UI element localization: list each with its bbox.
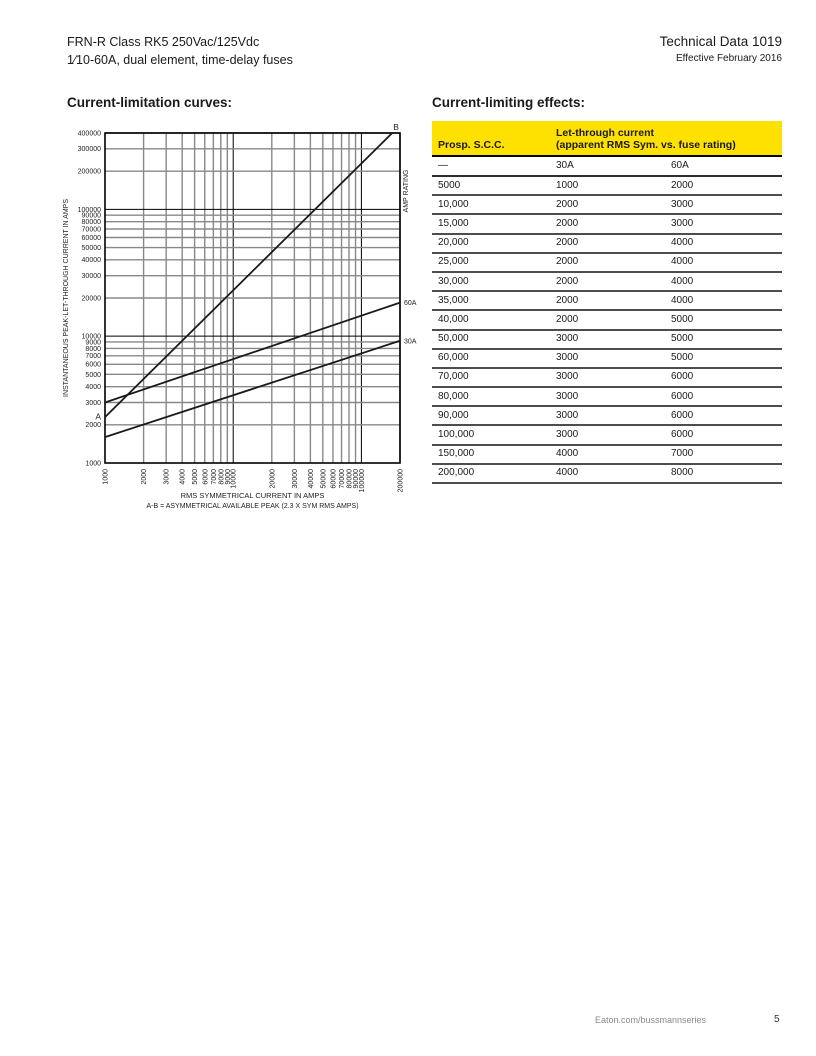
table-cell: 6000 bbox=[671, 409, 694, 421]
table-row bbox=[432, 176, 782, 195]
table-cell: 40,000 bbox=[438, 313, 469, 325]
table-cell: 3000 bbox=[556, 390, 579, 402]
current-limiting-effects-table bbox=[432, 121, 782, 484]
table-cell: 2000 bbox=[556, 313, 579, 325]
subheader-60a: 60A bbox=[665, 156, 782, 176]
column-header-let-through bbox=[550, 121, 782, 156]
x-tick-label: 3000 bbox=[163, 469, 171, 485]
doc-effective-date: Effective February 2016 bbox=[676, 53, 782, 64]
table-row bbox=[432, 234, 782, 253]
x-tick-label: 50000 bbox=[320, 469, 328, 489]
table-cell: 7000 bbox=[671, 448, 694, 460]
table-cell: 3000 bbox=[671, 217, 694, 229]
table-cell: 15,000 bbox=[438, 217, 469, 229]
table-row bbox=[432, 195, 782, 214]
y-tick-label: 400000 bbox=[77, 130, 101, 138]
let-through-header-line1: Let-through current bbox=[556, 127, 654, 139]
table-cell: 3000 bbox=[671, 198, 694, 210]
table-cell: 3000 bbox=[556, 371, 579, 383]
chart-footnote: A-B = ASYMMETRICAL AVAILABLE PEAK (2.3 X SYM RMS AMPS) bbox=[146, 503, 359, 510]
table-cell: 25,000 bbox=[438, 256, 469, 268]
table-cell: 20,000 bbox=[438, 237, 469, 249]
y-tick-label: 100000 bbox=[77, 206, 101, 214]
table-cell: 2000 bbox=[556, 256, 579, 268]
product-title-line2: 1⁄10-60A, dual element, time-delay fuses bbox=[67, 53, 293, 67]
table-header-row bbox=[432, 121, 782, 156]
y-tick-label: 8000 bbox=[85, 345, 101, 353]
table-row bbox=[432, 368, 782, 387]
table-cell: 2000 bbox=[671, 179, 694, 191]
table-cell: 150,000 bbox=[438, 448, 475, 460]
table-cell: 6000 bbox=[671, 429, 694, 441]
table-cell: 60,000 bbox=[438, 352, 469, 364]
table-cell: 5000 bbox=[438, 179, 461, 191]
y-tick-label: 200000 bbox=[77, 168, 101, 176]
y-tick-label: 9000 bbox=[85, 339, 101, 347]
table-cell: 2000 bbox=[556, 294, 579, 306]
table-cell: 2000 bbox=[556, 237, 579, 249]
x-tick-label: 90000 bbox=[353, 469, 361, 489]
table-cell: 5000 bbox=[671, 333, 694, 345]
x-tick-label: 200000 bbox=[397, 469, 405, 493]
y-tick-label: 50000 bbox=[81, 244, 101, 252]
x-tick-label: 70000 bbox=[339, 469, 347, 489]
subheader-30a: 30A bbox=[550, 156, 665, 176]
product-header bbox=[67, 33, 293, 69]
x-tick-label: 9000 bbox=[224, 469, 232, 485]
table-cell: 2000 bbox=[556, 217, 579, 229]
table-cell: 200,000 bbox=[438, 467, 475, 479]
table-cell: 90,000 bbox=[438, 409, 469, 421]
table-cell: 4000 bbox=[556, 448, 579, 460]
table-row bbox=[432, 214, 782, 233]
y-tick-label: 2000 bbox=[85, 422, 101, 430]
table-row bbox=[432, 387, 782, 406]
x-tick-label: 6000 bbox=[202, 469, 210, 485]
y-tick-label: 70000 bbox=[81, 226, 101, 234]
table-cell: 80,000 bbox=[438, 390, 469, 402]
x-tick-label: 30000 bbox=[291, 469, 299, 489]
y-tick-label: 7000 bbox=[85, 353, 101, 361]
x-tick-label: 100000 bbox=[358, 469, 366, 493]
table-cell: 5000 bbox=[671, 352, 694, 364]
table-cell: 2000 bbox=[556, 275, 579, 287]
table-cell: 6000 bbox=[671, 390, 694, 402]
table-cell: 3000 bbox=[556, 333, 579, 345]
table-row bbox=[432, 349, 782, 368]
table-cell: 6000 bbox=[671, 371, 694, 383]
table-row bbox=[432, 425, 782, 444]
table-cell: 2000 bbox=[556, 198, 579, 210]
table-cell: 1000 bbox=[556, 179, 579, 191]
x-tick-label: 60000 bbox=[330, 469, 338, 489]
table-cell: 5000 bbox=[671, 313, 694, 325]
y-tick-label: 10000 bbox=[81, 333, 101, 341]
y-tick-label: 90000 bbox=[81, 212, 101, 220]
page-number: 5 bbox=[774, 1014, 780, 1025]
table-subheader-row bbox=[432, 156, 782, 176]
doc-title: Technical Data 1019 bbox=[659, 34, 782, 49]
table-cell: 70,000 bbox=[438, 371, 469, 383]
subheader-dash: — bbox=[432, 156, 550, 176]
x-tick-label: 40000 bbox=[307, 469, 315, 489]
current-limitation-chart bbox=[55, 115, 435, 530]
product-title-line1: FRN-R Class RK5 250Vac/125Vdc bbox=[67, 35, 260, 49]
y-axis-title: INSTANTANEOUS PEAK-LET-THROUGH CURRENT IN AMPS bbox=[63, 199, 70, 397]
column-header-prosp-scc: Prosp. S.C.C. bbox=[432, 121, 550, 156]
curves-section-heading: Current-limitation curves: bbox=[67, 95, 233, 110]
x-tick-label: 10000 bbox=[230, 469, 238, 489]
table-cell: 50,000 bbox=[438, 333, 469, 345]
table-cell: 4000 bbox=[671, 294, 694, 306]
table-cell: 4000 bbox=[671, 275, 694, 287]
y-tick-label: 3000 bbox=[85, 399, 101, 407]
table-row bbox=[432, 445, 782, 464]
table-cell: 3000 bbox=[556, 352, 579, 364]
x-tick-label: 8000 bbox=[218, 469, 226, 485]
x-tick-label: 1000 bbox=[102, 469, 110, 485]
footer-url-link[interactable]: Eaton.com/bussmannseries bbox=[595, 1015, 707, 1025]
curve-end-label: B bbox=[393, 122, 399, 132]
table-cell: 35,000 bbox=[438, 294, 469, 306]
table-cell: 4000 bbox=[671, 237, 694, 249]
y-tick-label: 4000 bbox=[85, 384, 101, 392]
x-tick-label: 20000 bbox=[269, 469, 277, 489]
table-row bbox=[432, 272, 782, 291]
curve-start-label: A bbox=[95, 411, 101, 422]
right-axis-title: AMP RATING bbox=[403, 169, 410, 213]
table-cell: 8000 bbox=[671, 467, 694, 479]
y-tick-label: 40000 bbox=[81, 257, 101, 265]
effects-section-heading: Current-limiting effects: bbox=[432, 95, 586, 110]
y-tick-label: 300000 bbox=[77, 146, 101, 154]
table-row bbox=[432, 310, 782, 329]
x-tick-label: 80000 bbox=[346, 469, 354, 489]
x-tick-label: 4000 bbox=[179, 469, 187, 485]
table-row bbox=[432, 291, 782, 310]
table-row bbox=[432, 253, 782, 272]
doc-header bbox=[660, 33, 782, 67]
curve-end-label: 30A bbox=[404, 338, 417, 346]
y-tick-label: 60000 bbox=[81, 234, 101, 242]
table-cell: 30,000 bbox=[438, 275, 469, 287]
y-tick-label: 5000 bbox=[85, 371, 101, 379]
curve-end-label: 60A bbox=[404, 300, 417, 308]
x-axis-title: RMS SYMMETRICAL CURRENT IN AMPS bbox=[180, 491, 325, 500]
table-cell: 3000 bbox=[556, 409, 579, 421]
table-row bbox=[432, 406, 782, 425]
table-cell: 4000 bbox=[556, 467, 579, 479]
current-limitation-chart-svg bbox=[55, 115, 435, 530]
let-through-header-line2: (apparent RMS Sym. vs. fuse rating) bbox=[556, 139, 736, 151]
x-tick-label: 2000 bbox=[141, 469, 149, 485]
table-cell: 100,000 bbox=[438, 429, 475, 441]
x-tick-label: 5000 bbox=[192, 469, 200, 485]
table-row bbox=[432, 330, 782, 349]
y-tick-label: 80000 bbox=[81, 219, 101, 227]
table-cell: 4000 bbox=[671, 256, 694, 268]
table-cell: 3000 bbox=[556, 429, 579, 441]
table-row bbox=[432, 464, 782, 483]
y-tick-label: 6000 bbox=[85, 361, 101, 369]
table-cell: 10,000 bbox=[438, 198, 469, 210]
x-tick-label: 7000 bbox=[210, 469, 218, 485]
y-tick-label: 30000 bbox=[81, 273, 101, 281]
y-tick-label: 20000 bbox=[81, 295, 101, 303]
y-tick-label: 1000 bbox=[85, 460, 101, 468]
